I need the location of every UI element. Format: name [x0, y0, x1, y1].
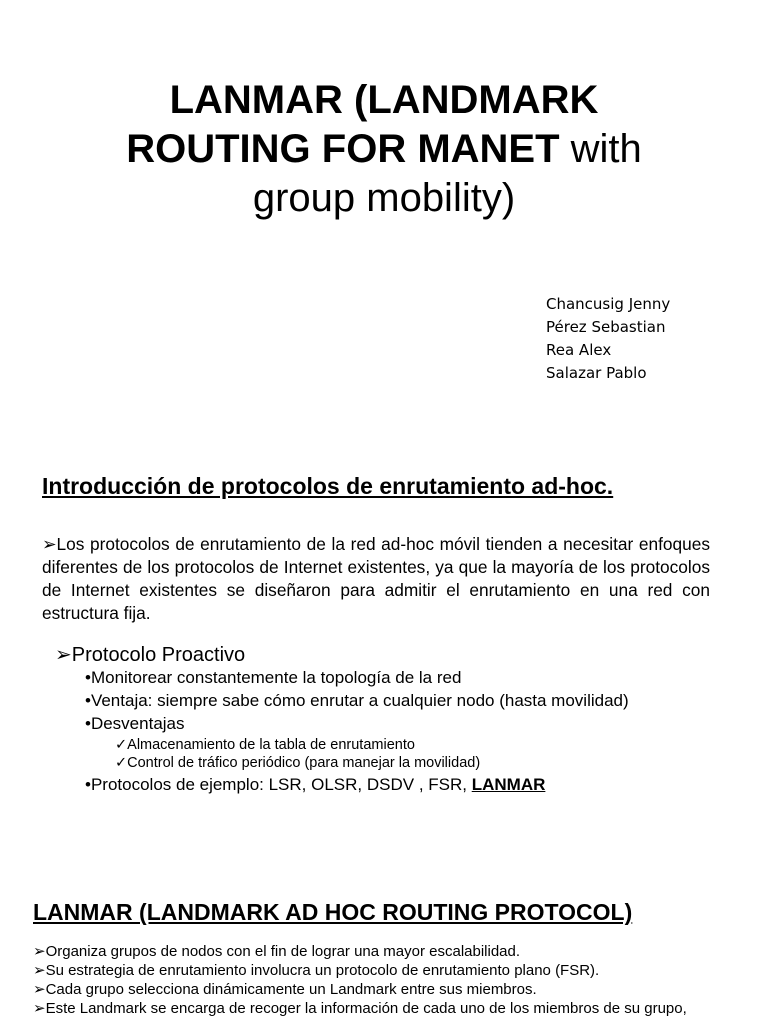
- author-name: Salazar Pablo: [546, 364, 647, 382]
- title-line-3: group mobility): [252, 176, 516, 220]
- examples-prefix: •Protocolos de ejemplo: LSR, OLSR, DSDV , FSR,: [85, 775, 472, 794]
- lanmar-item: ➢Su estrategia de enrutamiento involucra un protocolo de enrutamiento plano (FSR).: [33, 962, 600, 979]
- proactive-heading: ➢Protocolo Proactivo: [55, 644, 246, 666]
- lanmar-item: ➢Organiza grupos de nodos con el fin de lograr una mayor escalabilidad.: [33, 943, 521, 960]
- lanmar-link[interactable]: LANMAR: [471, 775, 546, 794]
- title-line-2-normal: with: [559, 127, 642, 171]
- lanmar-item: ➢Cada grupo selecciona dinámicamente un Landmark entre sus miembros.: [33, 981, 537, 998]
- title-line-2-bold: ROUTING FOR MANET: [126, 127, 560, 171]
- author-list: [546, 293, 670, 385]
- bullet-item: •Desventajas: [85, 714, 185, 733]
- bullet-item: •Ventaja: siempre sabe cómo enrutar a cualquier nodo (hasta movilidad): [85, 691, 629, 710]
- intro-paragraph: ➢Los protocolos de enrutamiento de la red ad-hoc móvil tienden a necesitar enfoques diferentes de los protocolos de Internet existentes, ya que la mayoría de los protocolos de Internet existentes se diseñaron para admitir el enrutamiento en una red con estructura fija.: [42, 534, 710, 623]
- examples-line: [85, 775, 545, 795]
- sub-bullet-item: ✓Almacenamiento de la tabla de enrutamiento: [115, 737, 415, 753]
- author-name: Chancusig Jenny: [546, 295, 671, 313]
- intro-heading: Introducción de protocolos de enrutamiento ad-hoc.: [42, 473, 614, 499]
- bullet-item: •Monitorear constantemente la topología de la red: [85, 668, 462, 687]
- page-title: [0, 76, 768, 223]
- lanmar-heading: LANMAR (LANDMARK AD HOC ROUTING PROTOCOL): [33, 899, 633, 925]
- author-name: Pérez Sebastian: [546, 318, 666, 336]
- title-line-1: LANMAR (LANDMARK: [169, 78, 599, 122]
- lanmar-item: ➢Este Landmark se encarga de recoger la información de cada uno de los miembros de su grupo,: [33, 1000, 687, 1017]
- author-name: Rea Alex: [546, 341, 612, 359]
- sub-bullet-item: ✓Control de tráfico periódico (para manejar la movilidad): [115, 755, 481, 771]
